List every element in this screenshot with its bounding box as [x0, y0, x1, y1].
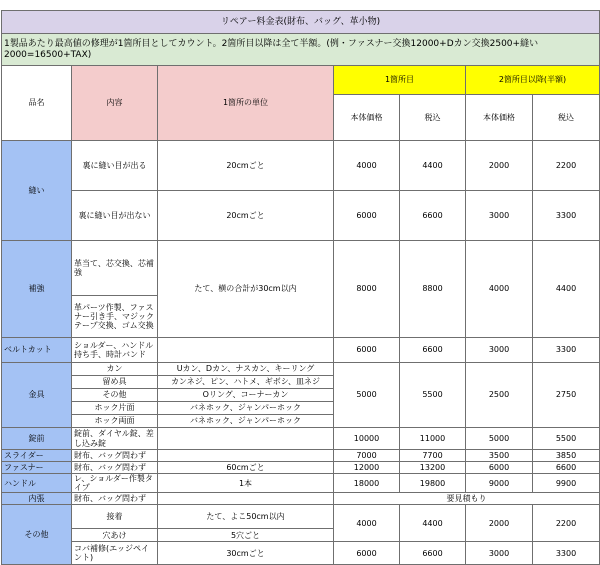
price-tax-1: 7700	[400, 450, 466, 462]
unit-cell: たて、よこ50cm以内	[158, 505, 334, 529]
category-lining: 内張	[2, 493, 72, 505]
price-base-1: 6000	[334, 338, 400, 363]
content-cell: カン	[72, 363, 158, 376]
unit-cell	[158, 493, 334, 505]
content-cell: 穴あけ	[72, 529, 158, 542]
header-tax-2: 税込	[533, 95, 600, 141]
price-tax-2: 3300	[533, 338, 600, 363]
price-base-2: 9000	[466, 474, 533, 493]
price-tax-1: 13200	[400, 462, 466, 474]
content-cell: 留め具	[72, 376, 158, 389]
header-tax-1: 税込	[400, 95, 466, 141]
category-hardware: 金具	[2, 363, 72, 428]
price-base-2: 5000	[466, 428, 533, 450]
category-handle: ハンドル	[2, 474, 72, 493]
category-other: その他	[2, 505, 72, 565]
price-base-1: 6000	[334, 191, 400, 241]
unit-cell: 20cmごと	[158, 141, 334, 191]
price-tax-2: 3300	[533, 191, 600, 241]
content-cell: 革パーツ作製、ファスナー引き手、マジックテープ交換、ゴム交換	[72, 296, 158, 338]
price-base-1: 7000	[334, 450, 400, 462]
category-lock: 錠前	[2, 428, 72, 450]
unit-cell: バネホック、ジャンパーホック	[158, 402, 334, 415]
price-base-1: 12000	[334, 462, 400, 474]
unit-cell: Uカン、Dカン、ナスカン、キーリング	[158, 363, 334, 376]
price-base-1: 5000	[334, 363, 400, 428]
price-base-2: 3000	[466, 191, 533, 241]
price-tax-1: 19800	[400, 474, 466, 493]
unit-cell: たて、横の合計が30cm以内	[158, 241, 334, 338]
price-tax-1: 4400	[400, 141, 466, 191]
unit-cell: 1本	[158, 474, 334, 493]
unit-cell: Oリング、コーナーカン	[158, 389, 334, 402]
price-base-1: 4000	[334, 505, 400, 542]
price-tax-1: 6600	[400, 338, 466, 363]
category-belt-cut: ベルトカット	[2, 338, 72, 363]
unit-cell: 20cmごと	[158, 191, 334, 241]
price-base-2: 6000	[466, 462, 533, 474]
category-zipper: ファスナー	[2, 462, 72, 474]
price-tax-1: 8800	[400, 241, 466, 338]
price-base-2: 2000	[466, 505, 533, 542]
header-base-1: 本体価格	[334, 95, 400, 141]
unit-cell	[158, 338, 334, 363]
price-base-2: 3000	[466, 338, 533, 363]
category-sewing: 縫い	[2, 141, 72, 241]
price-tax-2: 2750	[533, 363, 600, 428]
price-tax-1: 6600	[400, 542, 466, 565]
content-cell: ホック両面	[72, 415, 158, 428]
content-cell: ショルダー、ハンドル持ち手、時計バンド	[72, 338, 158, 363]
price-tax-2: 6600	[533, 462, 600, 474]
content-cell: 財布、バッグ問わず	[72, 462, 158, 474]
price-base-1: 18000	[334, 474, 400, 493]
header-first: 1箇所目	[334, 66, 466, 95]
price-tax-2: 3850	[533, 450, 600, 462]
content-cell: その他	[72, 389, 158, 402]
header-second: 2箇所目以降(半額)	[466, 66, 600, 95]
category-reinforce: 補強	[2, 241, 72, 338]
price-tax-2: 2200	[533, 505, 600, 542]
table-title: リペアー料金表(財布、バッグ、革小物)	[2, 11, 600, 34]
content-cell: 裏に縫い目が出る	[72, 141, 158, 191]
unit-cell: 5穴ごと	[158, 529, 334, 542]
header-base-2: 本体価格	[466, 95, 533, 141]
price-table	[1, 10, 600, 565]
unit-cell	[158, 428, 334, 450]
content-cell: コバ補修(エッジペイント)	[72, 542, 158, 565]
price-tax-2: 9900	[533, 474, 600, 493]
content-cell: ホック片面	[72, 402, 158, 415]
price-tax-1: 4400	[400, 505, 466, 542]
price-base-1: 8000	[334, 241, 400, 338]
content-cell: 裏に縫い目が出ない	[72, 191, 158, 241]
price-base-2: 4000	[466, 241, 533, 338]
unit-cell: 60cmごと	[158, 462, 334, 474]
unit-cell: 30cmごと	[158, 542, 334, 565]
content-cell: 革当て、芯交換、芯補強	[72, 241, 158, 296]
price-base-2: 3500	[466, 450, 533, 462]
price-base-1: 6000	[334, 542, 400, 565]
content-cell: 接着	[72, 505, 158, 529]
price-tax-1: 6600	[400, 191, 466, 241]
price-base-1: 4000	[334, 141, 400, 191]
content-cell: レ、ショルダー作製タイプ	[72, 474, 158, 493]
price-tax-1: 11000	[400, 428, 466, 450]
price-base-2: 2000	[466, 141, 533, 191]
unit-cell: カンネジ、ピン、ハトメ、ギボシ、皿ネジ	[158, 376, 334, 389]
content-cell: 財布、バッグ問わず	[72, 450, 158, 462]
price-tax-2: 3300	[533, 542, 600, 565]
price-base-2: 3000	[466, 542, 533, 565]
price-tax-2: 5500	[533, 428, 600, 450]
unit-cell	[158, 450, 334, 462]
pricing-note: 1製品あたり最高値の修理が1箇所目としてカウント。2箇所目以降は全て半額。(例・ファスナー交換12000+Dカン交換2500+縫い2000=16500+TAX)	[2, 34, 600, 66]
header-content: 内容	[72, 66, 158, 141]
category-slider: スライダー	[2, 450, 72, 462]
header-unit: 1箇所の単位	[158, 66, 334, 141]
header-item: 品名	[2, 66, 72, 141]
price-base-1: 10000	[334, 428, 400, 450]
price-tax-2: 4400	[533, 241, 600, 338]
price-base-2: 2500	[466, 363, 533, 428]
content-cell: 錠前、ダイヤル錠、差し込み錠	[72, 428, 158, 450]
unit-cell: バネホック、ジャンパーホック	[158, 415, 334, 428]
estimate-cell: 要見積もり	[334, 493, 600, 505]
content-cell: 財布、バッグ問わず	[72, 493, 158, 505]
price-tax-2: 2200	[533, 141, 600, 191]
price-tax-1: 5500	[400, 363, 466, 428]
